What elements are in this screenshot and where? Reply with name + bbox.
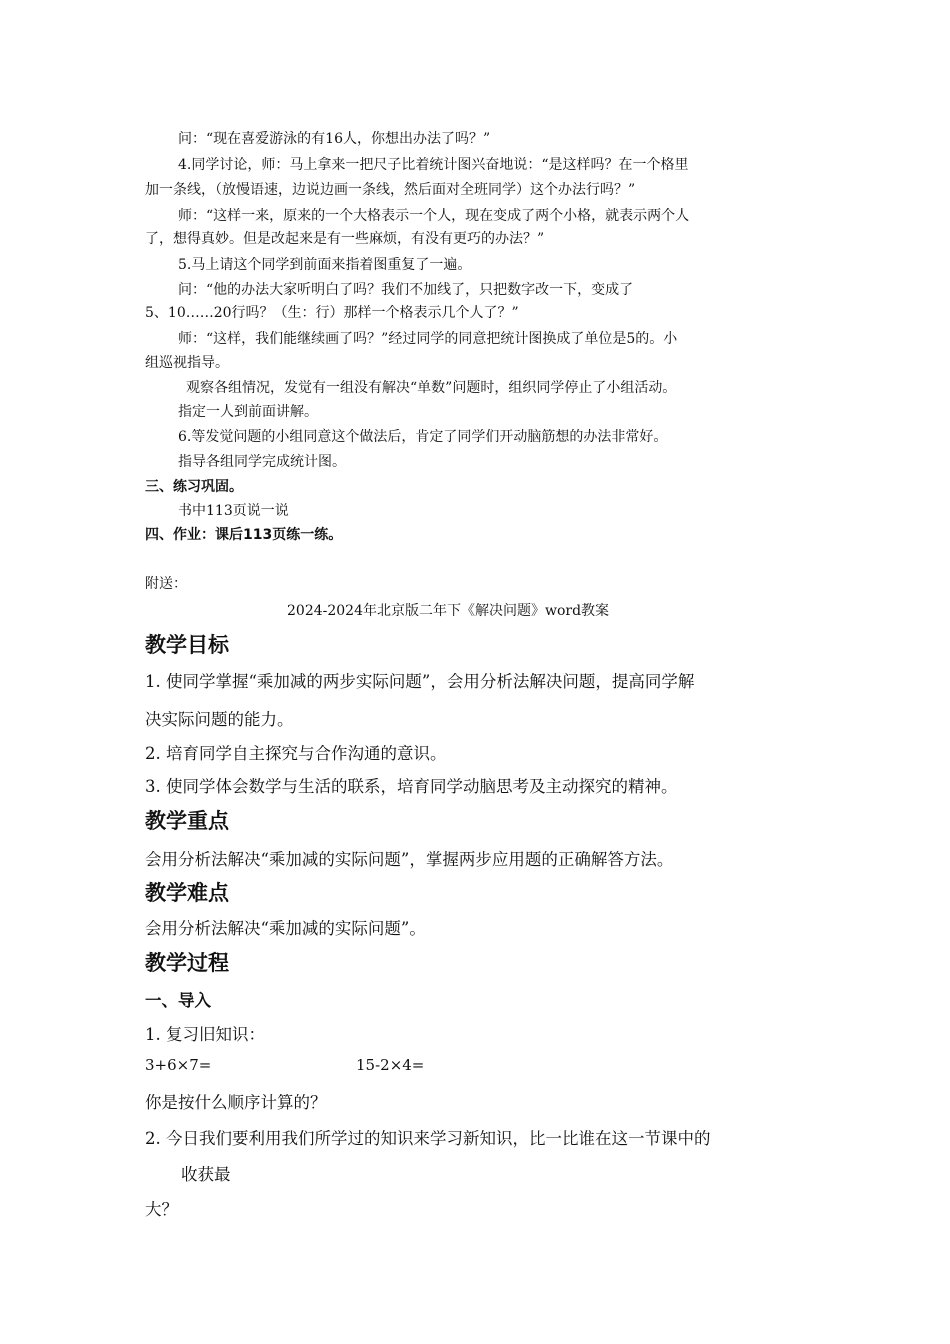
paragraph-line: 指定一人到前面讲解。 bbox=[178, 404, 318, 420]
paragraph-line: 加一条线，（放慢语速，边说边画一条线，然后面对全班同学）这个办法行吗？” bbox=[145, 182, 636, 198]
goal-item: 3. 使同学体会数学与生活的联系，培育同学动脑思考及主动探究的精神。 bbox=[145, 777, 678, 796]
step-item: 2. 今日我们要利用我们所学过的知识来学习新知识，比一比谁在这一节课中的 bbox=[145, 1129, 711, 1148]
paragraph-line: 观察各组情况，发觉有一组没有解决“单数”问题时，组织同学停止了小组活动。 bbox=[186, 380, 677, 396]
step-item: 1. 复习旧知识： bbox=[145, 1025, 265, 1044]
appendix-label: 附送： bbox=[145, 576, 187, 592]
paragraph-line: 5.马上请这个同学到前面来指着图重复了一遍。 bbox=[178, 257, 472, 273]
heading-difficulties: 教学难点 bbox=[145, 881, 229, 905]
goal-item-continuation: 决实际问题的能力。 bbox=[145, 710, 294, 729]
paragraph-line: 组巡视指导。 bbox=[145, 355, 229, 371]
paragraph-line: 5、10……20行吗？（生：行）那样一个格表示几个人了？” bbox=[145, 305, 519, 321]
heading-goals: 教学目标 bbox=[145, 633, 229, 657]
key-point-text: 会用分析法解决“乘加减的实际问题”，掌握两步应用题的正确解答方法。 bbox=[145, 850, 674, 869]
heading-process: 教学过程 bbox=[145, 951, 229, 975]
question-text: 你是按什么顺序计算的？ bbox=[145, 1093, 327, 1112]
step-item-continuation: 大？ bbox=[145, 1200, 178, 1219]
paragraph-line: 问：“现在喜爱游泳的有16人，你想出办法了吗？” bbox=[178, 131, 491, 147]
step-item-continuation: 收获最 bbox=[181, 1165, 231, 1184]
expression: 3+6×7= bbox=[145, 1056, 212, 1074]
paragraph-line: 问：“他的办法大家听明白了吗？我们不加线了，只把数字改一下，变成了 bbox=[178, 282, 634, 298]
paragraph-line: 了，想得真妙。但是改起来是有一些麻烦，有没有更巧的办法？” bbox=[145, 231, 545, 247]
goal-item: 1. 使同学掌握“乘加减的两步实际问题”，会用分析法解决问题，提高同学解 bbox=[145, 672, 695, 691]
paragraph-line: 4.同学讨论，师：马上拿来一把尺子比着统计图兴奋地说：“是这样吗？在一个格里 bbox=[178, 157, 689, 173]
heading-key-points: 教学重点 bbox=[145, 809, 229, 833]
document-title: 2024-2024年北京版二年下《解决问题》word教案 bbox=[287, 603, 610, 619]
section-heading: 三、练习巩固。 bbox=[145, 479, 243, 495]
paragraph-line: 师：“这样一来，原来的一个大格表示一个人，现在变成了两个小格，就表示两个人 bbox=[178, 208, 690, 224]
paragraph-line: 师：“这样，我们能继续画了吗？”经过同学的同意把统计图换成了单位是5的。小 bbox=[178, 331, 678, 347]
paragraph-line: 6.等发觉问题的小组同意这个做法后，肯定了同学们开动脑筋想的办法非常好。 bbox=[178, 429, 668, 445]
subsection-heading: 一、导入 bbox=[145, 991, 211, 1010]
paragraph-line: 书中113页说一说 bbox=[178, 503, 289, 519]
expression: 15-2×4= bbox=[356, 1056, 425, 1074]
difficulty-text: 会用分析法解决“乘加减的实际问题”。 bbox=[145, 919, 426, 938]
paragraph-line: 指导各组同学完成统计图。 bbox=[178, 454, 346, 470]
goal-item: 2. 培育同学自主探究与合作沟通的意识。 bbox=[145, 744, 447, 763]
section-heading: 四、作业：课后113页练一练。 bbox=[145, 527, 343, 543]
